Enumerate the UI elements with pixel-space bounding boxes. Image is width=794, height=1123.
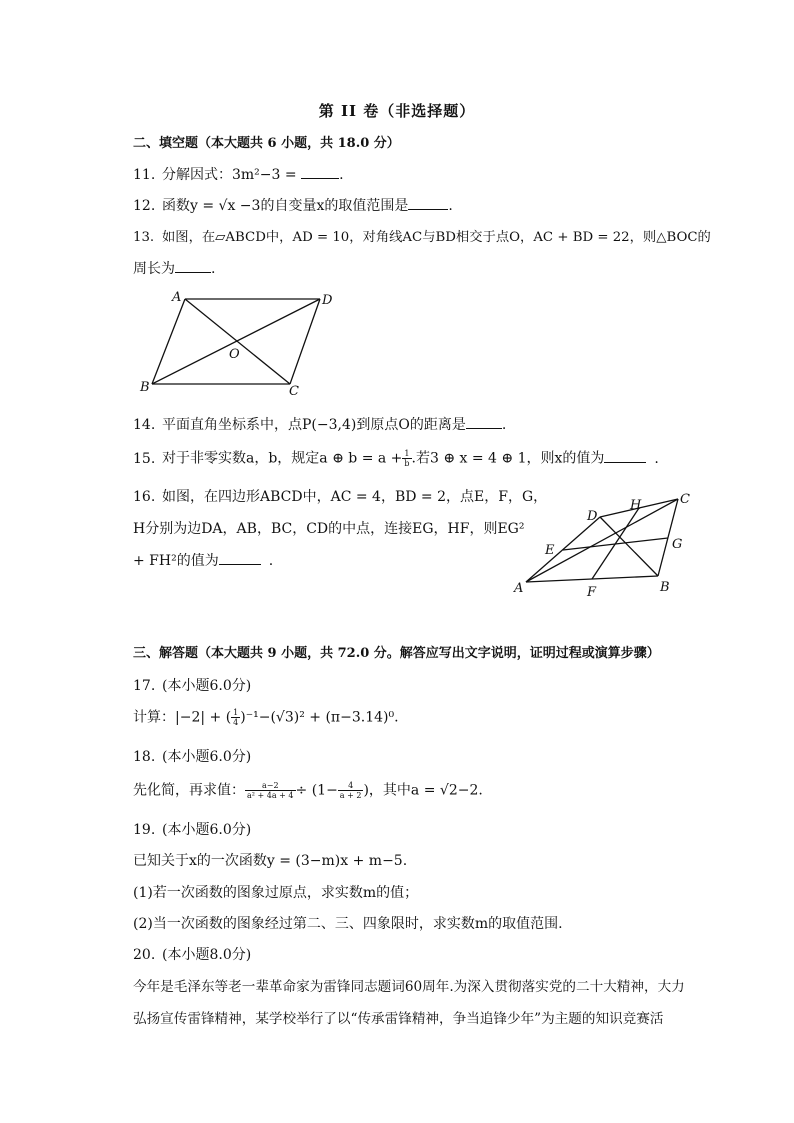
- question-number: 16.: [133, 489, 156, 505]
- question-20-header: [133, 946, 251, 964]
- answer-blank: [219, 552, 261, 565]
- question-text: 平面直角坐标系中，点P(−3,4)到原点O的距离是: [162, 417, 466, 433]
- question-score: (本小题8.0分): [162, 947, 252, 963]
- parallelogram-figure: [130, 285, 350, 400]
- answer-blank: [604, 450, 646, 463]
- question-19-line2: (1)若一次函数的图象过原点，求实数m的值；: [133, 885, 419, 901]
- question-13-line2: 周长为 .: [133, 261, 216, 277]
- question-number: 13.: [133, 230, 155, 245]
- question-number: 12.: [133, 198, 156, 214]
- question-16-line3: + FH²的值为 .: [133, 553, 274, 569]
- question-20-line2: 弘扬宣传雷锋精神，某学校举行了以“传承雷锋精神，争当追锋少年”为主题的知识竞赛活: [133, 1011, 664, 1027]
- page-title: 第 II 卷（非选择题）: [318, 102, 476, 120]
- question-15: 15. 对于非零实数a，b，规定a ⊕ b = a + $\frac{1}{b}$ .若3 ⊕ x = 4 ⊕ 1，则x的值为 .: [133, 449, 659, 468]
- label-b: B: [660, 580, 670, 595]
- label-h: H: [630, 498, 642, 513]
- quadrilateral-figure: [505, 485, 705, 600]
- answer-blank: [466, 416, 502, 429]
- label-e: E: [545, 543, 555, 558]
- question-18-body: 先化简，再求值： $\frac{a-2}{\text{a² + 4a + 4}}$ ÷ (1− $\frac{4}{a + 2}$ )，其中a = √2−2.: [133, 781, 483, 800]
- question-20-line1: 今年是毛泽东等老一辈革命家为雷锋同志题词60周年.为深入贯彻落实党的二十大精神，大力: [133, 979, 685, 995]
- label-a: A: [172, 290, 182, 305]
- question-number: 14.: [133, 417, 156, 433]
- question-13-line1: [133, 229, 711, 247]
- question-number: 11.: [133, 167, 156, 183]
- fraction: $\frac{a-2}{\text{a² + 4a + 4}}$: [247, 781, 294, 800]
- question-score: (本小题6.0分): [162, 822, 252, 838]
- label-d: D: [322, 293, 333, 308]
- question-19-line1: 已知关于x的一次函数y = (3−m)x + m−5.: [133, 853, 408, 869]
- question-12: 12. 函数y = √x −3的自变量x的取值范围是 .: [133, 198, 453, 214]
- question-text: 函数y = √x −3的自变量x的取值范围是: [162, 198, 409, 214]
- question-number: 17.: [133, 678, 156, 694]
- label-f: F: [587, 585, 597, 600]
- question-text: 分解因式：3m²−3 =: [162, 167, 302, 183]
- question-number: 19.: [133, 822, 156, 838]
- fraction: $\frac{1}{4}$: [233, 708, 239, 727]
- question-16-line2: [133, 520, 524, 538]
- label-b: B: [140, 380, 150, 395]
- fraction: $\frac{1}{b}$: [404, 449, 410, 468]
- section-fill-in-header: 二、填空题（本大题共 6 小题，共 18.0 分）: [133, 136, 400, 151]
- label-d: D: [587, 509, 598, 524]
- question-score: (本小题6.0分): [162, 749, 252, 765]
- answer-blank: [408, 197, 448, 210]
- question-19-header: [133, 821, 251, 839]
- fraction: $\frac{4}{a + 2}$: [339, 781, 362, 800]
- question-text: + FH²的值为: [133, 553, 219, 569]
- question-17-header: [133, 677, 251, 695]
- section-answer-header: 三、解答题（本大题共 9 小题，共 72.0 分。解答应写出文字说明，证明过程或演算步骤）: [133, 646, 660, 661]
- question-11: 11. 分解因式：3m²−3 = .: [133, 167, 344, 183]
- label-o: O: [229, 347, 240, 362]
- question-score: (本小题6.0分): [162, 678, 252, 694]
- question-19-line3: (2)当一次函数的图象经过第二、三、四象限时，求实数m的取值范围.: [133, 916, 563, 932]
- question-text: 如图，在四边形ABCD中，AC = 4，BD = 2，点E，F，G，: [162, 489, 548, 505]
- answer-blank: [301, 166, 339, 179]
- label-c: C: [289, 384, 299, 399]
- question-number: 15.: [133, 450, 156, 467]
- label-g: G: [672, 537, 683, 552]
- question-number: 20.: [133, 947, 156, 963]
- question-text: 周长为: [133, 261, 175, 277]
- question-text: 如图，在▱ABCD中，AD = 10，对角线AC与BD相交于点O，AC + BD = 22，则△BOC的: [162, 230, 711, 245]
- question-number: 18.: [133, 749, 156, 765]
- question-text: 对于非零实数a，b，规定a ⊕ b = a +: [162, 450, 403, 467]
- question-17-body: 计算：|−2| + ( $\frac{1}{4}$ )⁻¹−(√3)² + (π−3.14)⁰.: [133, 708, 399, 727]
- answer-blank: [175, 260, 211, 273]
- label-a: A: [514, 581, 524, 596]
- question-text: H分别为边DA，AB，BC，CD的中点，连接EG，HF，则EG²: [133, 521, 525, 537]
- question-14: 14. 平面直角坐标系中，点P(−3,4)到原点O的距离是 .: [133, 417, 507, 433]
- question-18-header: [133, 748, 251, 766]
- label-c: C: [680, 492, 690, 507]
- question-16-line1: [133, 488, 547, 506]
